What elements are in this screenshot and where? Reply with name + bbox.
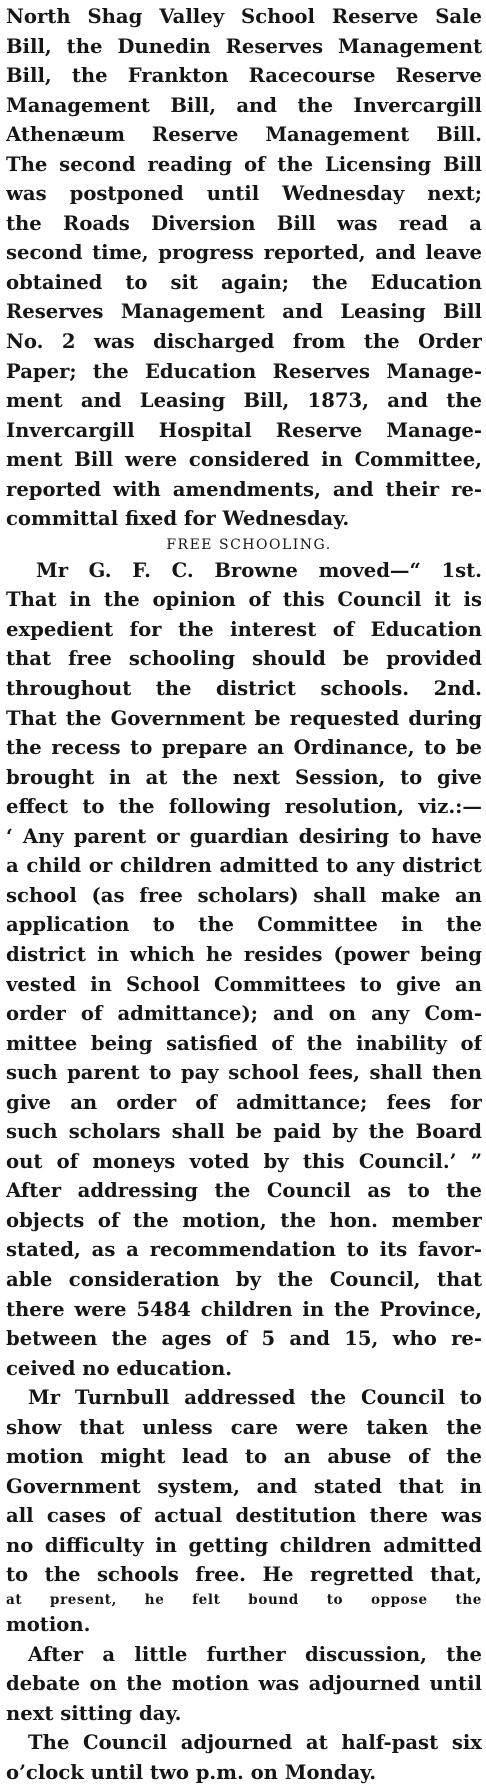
- text-line: mittee being satisfied of the inability of: [6, 1031, 482, 1055]
- text-line: obtained to sit again; the Education: [6, 270, 482, 294]
- text-line: That in the opinion of this Council it is: [6, 588, 482, 612]
- text-line: second time, progress reported, and leave: [6, 241, 482, 265]
- text-line: ‘ Any parent or guardian desiring to have: [6, 824, 482, 848]
- text-line: school (as free scholars) shall make an: [6, 883, 482, 907]
- paragraph-adjourned-debate: [6, 1640, 482, 1729]
- text-line: effect to the following resolution, viz.:—: [6, 795, 482, 819]
- text-line: motion.: [6, 1612, 91, 1636]
- text-line: give an order of admittance; fees for: [6, 1090, 482, 1114]
- text-line: such parent to pay school fees, shall then: [6, 1061, 482, 1085]
- small-print-line: at present, he felt bound to oppose the: [6, 1591, 482, 1608]
- text-line: debate on the motion was adjourned until: [6, 1672, 482, 1696]
- text-line: Paper; the Education Reserves Manage-: [6, 359, 482, 383]
- text-line: objects of the motion, the hon. member: [6, 1208, 482, 1232]
- text-line: motion might lead to an abuse of the: [6, 1445, 482, 1469]
- text-line: Mr Turnbull addressed the Council to: [28, 1386, 482, 1410]
- text-line: Government system, and stated that in: [6, 1474, 482, 1498]
- text-line: was postponed until Wednesday next;: [6, 182, 482, 206]
- text-line: show that unless care were taken the: [6, 1415, 482, 1439]
- text-line: there were 5484 children in the Province,: [6, 1297, 482, 1321]
- text-line: Management Bill, and the Invercargill: [6, 93, 482, 117]
- text-line: to the schools free. He regretted that,: [6, 1563, 482, 1587]
- text-line: throughout the district schools. 2nd.: [6, 677, 482, 701]
- text-line: After a little further discussion, the: [28, 1642, 482, 1666]
- paragraph-browne-motion: [6, 556, 482, 1383]
- text-line: Reserves Management and Leasing Bill: [6, 300, 482, 324]
- paragraph-turnbull-reply: [6, 1383, 482, 1639]
- text-line: The Council adjourned at half-past six: [28, 1731, 482, 1755]
- text-line: The second reading of the Licensing Bill: [6, 152, 482, 176]
- text-line: Bill, the Frankton Racecourse Reserve: [6, 64, 482, 88]
- text-line: Bill, the Dunedin Reserves Management: [6, 34, 482, 58]
- text-line: After addressing the Council as to the: [6, 1179, 482, 1203]
- text-line: vested in School Committees to give an: [6, 972, 482, 996]
- text-line: application to the Committee in the: [6, 913, 482, 937]
- text-line: between the ages of 5 and 15, who re-: [6, 1327, 482, 1351]
- text-line: Invercargill Hospital Reserve Manage-: [6, 418, 482, 442]
- text-line: reported with amendments, and their re-: [6, 477, 482, 501]
- text-line: No. 2 was discharged from the Order: [6, 330, 482, 354]
- text-line: the Roads Diversion Bill was read a: [6, 211, 482, 235]
- text-line: ceived no education.: [6, 1356, 233, 1380]
- text-line: district in which he resides (power being: [6, 942, 482, 966]
- text-line: committal fixed for Wednesday.: [6, 507, 350, 531]
- text-line: next sitting day.: [6, 1701, 182, 1725]
- text-line: a child or children admitted to any district: [6, 854, 482, 878]
- text-line: That the Government be requested during: [6, 706, 482, 730]
- text-line: brought in at the next Session, to give: [6, 765, 482, 789]
- text-line: out of moneys voted by this Council.’ ”: [6, 1149, 482, 1173]
- text-line: o’clock until two p.m. on Monday.: [6, 1760, 377, 1784]
- text-line: stated, as a recommendation to its favor-: [6, 1238, 482, 1262]
- text-line: Athenæum Reserve Management Bill.: [6, 123, 482, 147]
- paragraph-bills-summary: [6, 2, 482, 534]
- text-line: able consideration by the Council, that: [6, 1267, 482, 1291]
- text-line: no difficulty in getting children admitted: [6, 1533, 482, 1557]
- text-line: North Shag Valley School Reserve Sale: [6, 5, 482, 28]
- text-line: such scholars shall be paid by the Board: [6, 1120, 482, 1144]
- text-line: that free schooling should be provided: [6, 647, 482, 671]
- text-line: Mr G. F. C. Browne moved—“ 1st.: [36, 558, 482, 582]
- text-line: all cases of actual destitution there was: [6, 1504, 482, 1528]
- text-line: ment Bill were considered in Committee,: [6, 448, 482, 472]
- text-line: expedient for the interest of Education: [6, 617, 482, 641]
- paragraph-council-adjourned: [6, 1728, 482, 1787]
- text-line: the recess to prepare an Ordinance, to be: [6, 736, 482, 760]
- text-line: ment and Leasing Bill, 1873, and the: [6, 389, 482, 413]
- text-line: order of admittance); and on any Com-: [6, 1002, 482, 1026]
- section-heading: FREE SCHOOLING.: [166, 536, 332, 553]
